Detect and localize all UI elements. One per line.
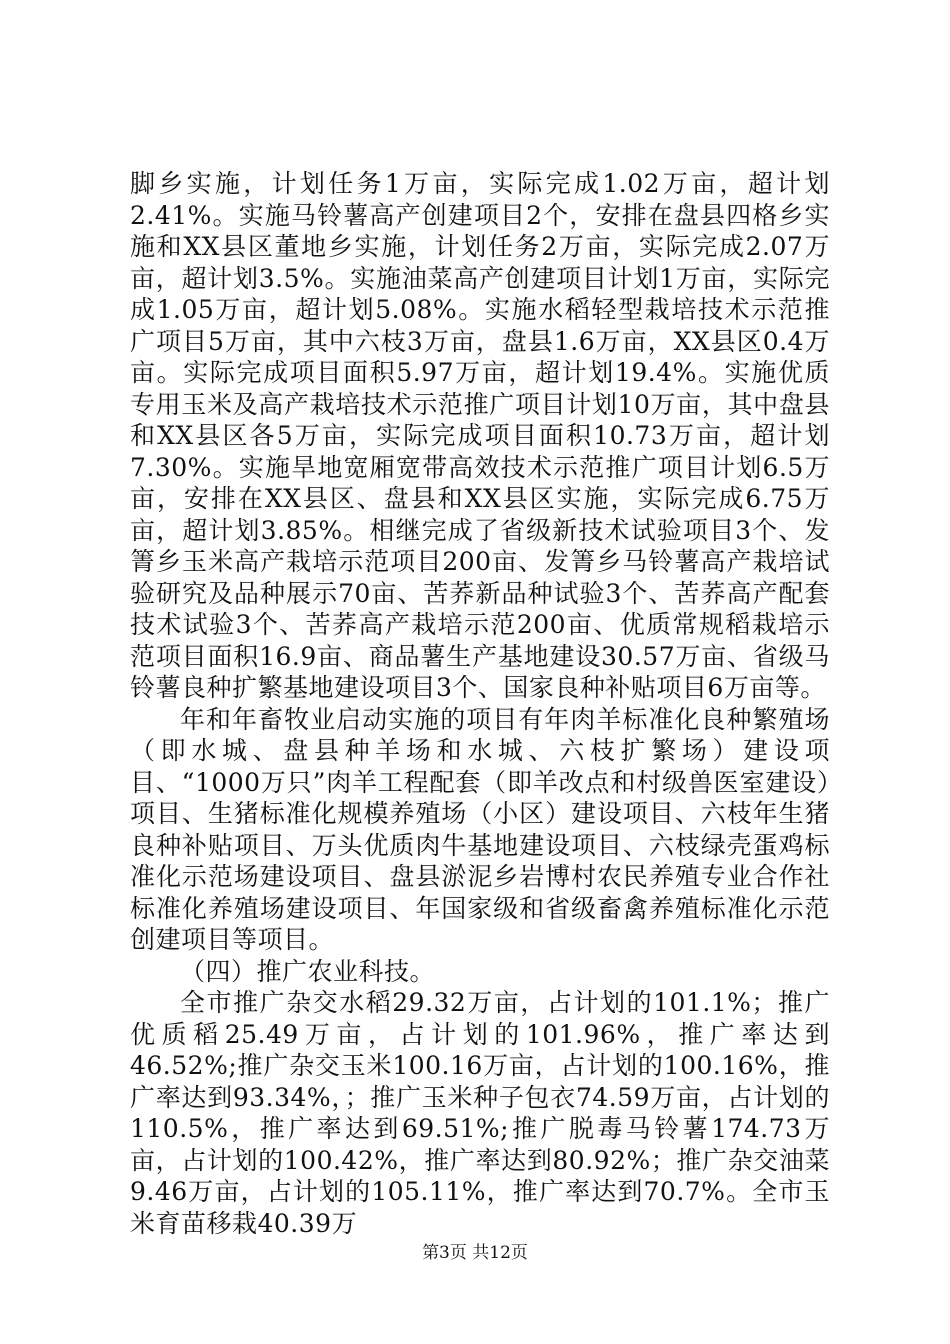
paragraph-3: 全市推广杂交水稻29.32万亩，占计划的101.1%；推广优质稻25.49万亩，占计划的101.96%，推广率达到46.52%;推广杂交玉米100.16万亩，占计划的100.16%，推广率达到93.34%，；推广玉米种子包衣74.59万亩，占计划的110.5%，推广率达到69.51%;推广脱毒马铃薯174.73万亩，占计划的100.42%，推广率达到80.92%；推广杂交油菜9.46万亩，占计划的105.11%，推广率达到70.7%。全市玉米育苗移栽40.39万 xyxy=(130,988,830,1238)
paragraph-2: 年和年畜牧业启动实施的项目有年肉羊标准化良种繁殖场（即水城、盘县种羊场和水城、六枝扩繁场）建设项目、“1000万只”肉羊工程配套（即羊改点和村级兽医室建设）项目、生猪标准化规模养殖场（小区）建设项目、六枝年生猪良种补贴项目、万头优质肉牛基地建设项目、六枝绿壳蛋鸡标准化示范场建设项目、盘县淤泥乡岩博村农民养殖专业合作社标准化养殖场建设项目、年国家级和省级畜禽养殖标准化示范创建项目等项目。 xyxy=(130,704,830,954)
document-body xyxy=(130,168,830,1239)
section-heading: （四）推广农业科技。 xyxy=(180,956,436,986)
paragraph-1: 脚乡实施，计划任务1万亩，实际完成1.02万亩，超计划2.41%。实施马铃薯高产创建项目2个，安排在盘县四格乡实施和XX县区董地乡实施，计划任务2万亩，实际完成2.07万亩，超计划3.5%。实施油菜高产创建项目计划1万亩，实际完成1.05万亩，超计划5.08%。实施水稻轻型栽培技术示范推广项目5万亩，其中六枝3万亩，盘县1.6万亩，XX县区0.4万亩。实际完成项目面积5.97万亩，超计划19.4%。实施优质专用玉米及高产栽培技术示范推广项目计划10万亩，其中盘县和XX县区各5万亩，实际完成项目面积10.73万亩，超计划7.30%。实施旱地宽厢宽带高效技术示范推广项目计划6.5万亩，安排在XX县区、盘县和XX县区实施，实际完成6.75万亩，超计划3.85%。相继完成了省级新技术试验项目3个、发箐乡玉米高产栽培示范项目200亩、发箐乡马铃薯高产栽培试验研究及品种展示70亩、苦荞新品种试验3个、苦荞高产配套技术试验3个、苦荞高产栽培示范200亩、优质常规稻栽培示范项目面积16.9亩、商品薯生产基地建设30.57万亩、省级马铃薯良种扩繁基地建设项目3个、国家良种补贴项目6万亩等。 xyxy=(130,169,830,702)
page-number-footer: 第3页 共12页 xyxy=(422,1243,528,1263)
